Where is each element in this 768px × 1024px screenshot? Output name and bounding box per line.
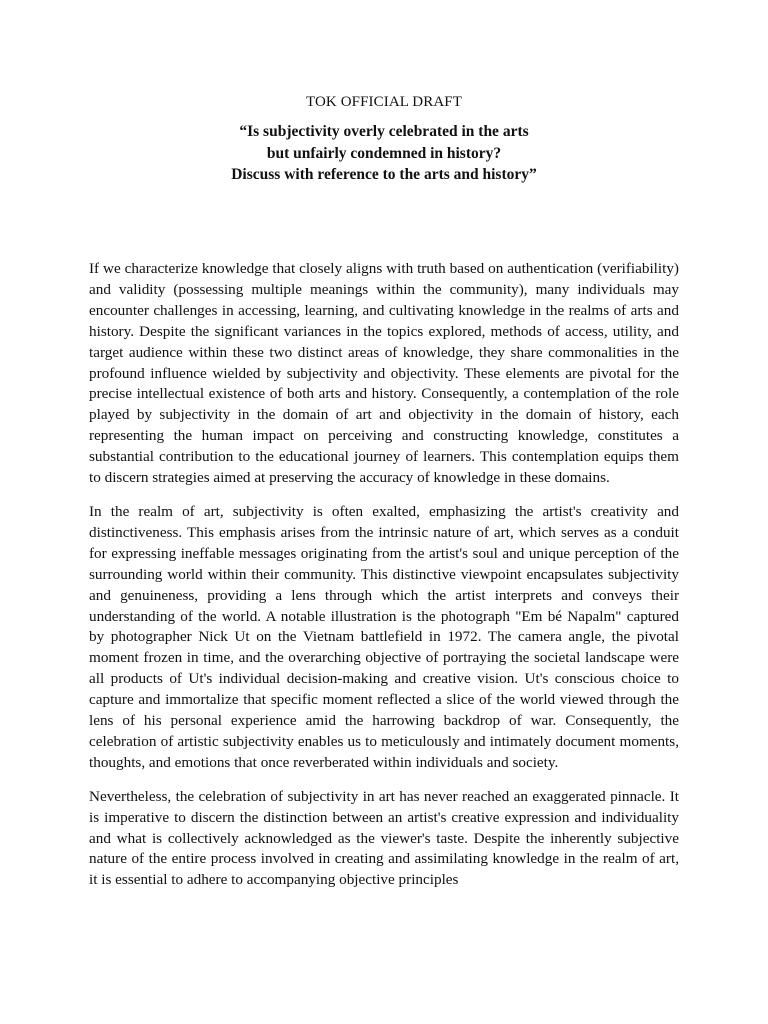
paragraph-art-subjectivity: In the realm of art, subjectivity is often exalted, emphasizing the artist's creativity and distinctiveness. This emphasis arises from the intrinsic nature of art, which serves as a conduit for expressing ineffable messages originating from the artist's soul and unique perception of the surrounding world within their community. This distinctive viewpoint encapsulates subjectivity and genuineness, providing a lens through which the artist interprets and conveys their understanding of the world. A notable illustration is the photograph "Em bé Napalm" captured by photographer Nick Ut on the Vietnam battlefield in 1972. The camera angle, the pivotal moment frozen in time, and the overarching objective of portraying the societal landscape were all products of Ut's individual decision-making and creative vision. Ut's conscious choice to capture and immortalize that specific moment reflected a slice of the world viewed through the lens of his personal experience amid the harrowing backdrop of war. Consequently, the celebration of artistic subjectivity enables us to meticulously and intimately document moments, thoughts, and emotions that once reverberated within individuals and society. [89, 502, 679, 771]
essay-question [0, 121, 768, 186]
document-title: TOK OFFICIAL DRAFT [306, 94, 462, 110]
question-line: Discuss with reference to the arts and history” [231, 166, 537, 183]
question-line: “Is subjectivity overly celebrated in the arts [239, 123, 529, 140]
essay-body [89, 259, 679, 904]
question-line: but unfairly condemned in history? [266, 144, 502, 162]
paragraph-introduction: If we characterize knowledge that closely aligns with truth based on authentication (verifiability) and validity (possessing multiple meanings within the community), many individuals may encounter challenges in accessing, learning, and cultivating knowledge in the realms of arts and history. Despite the significant variances in the topics explored, methods of access, utility, and target audience within these two distinct areas of knowledge, they share commonalities in the profound influence wielded by subjectivity and objectivity. These elements are pivotal for the precise intellectual existence of both arts and history. Consequently, a contemplation of the role played by subjectivity in the domain of art and objectivity in the domain of history, each representing the human impact on perceiving and constructing knowledge, constitutes a substantial contribution to the educational journey of learners. This contemplation equips them to discern strategies aimed at preserving the accuracy of knowledge in these domains. [89, 260, 679, 487]
paragraph-nevertheless: Nevertheless, the celebration of subjectivity in art has never reached an exaggerated pinnacle. It is imperative to discern the distinction between an artist's creative expression and individuality and what is collectively acknowledged as the viewer's taste. Despite the inherently subjective nature of the entire process involved in creating and assimilating knowledge in the realm of art, it is essential to adhere to accompanying objective principles [89, 787, 679, 889]
